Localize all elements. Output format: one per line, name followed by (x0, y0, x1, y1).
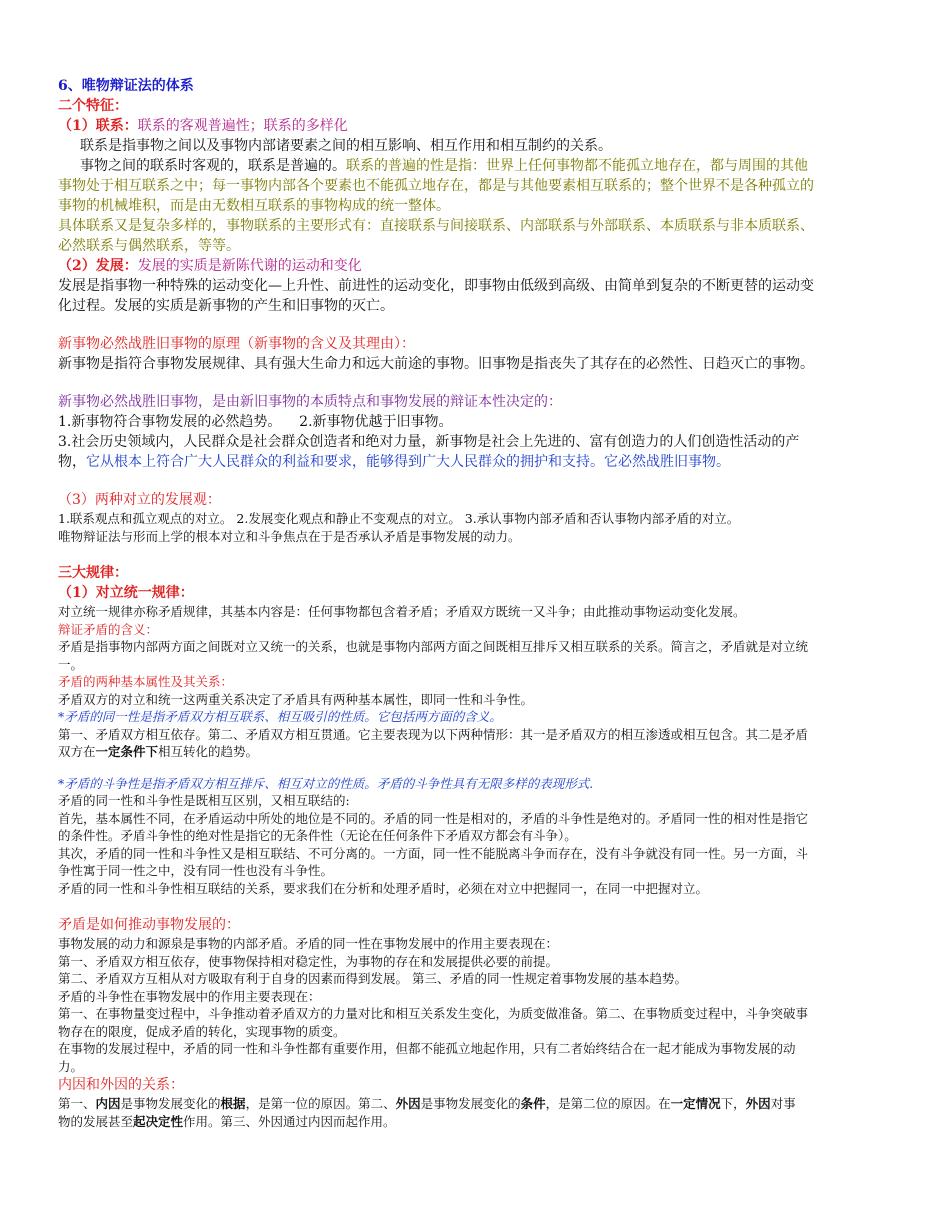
connection-universal-b: 联系的普遍的性是指：世界上任何事物都不能孤立地存在，都与周围的其他 (346, 158, 808, 174)
connection-label-tail: 联系的客观普遍性；联系的多样化 (137, 118, 348, 134)
drive-f: 物存在的限度，促成矛盾的转化，实现事物的质变。 (58, 1023, 346, 1039)
two-features-heading: 二个特征： (58, 98, 128, 114)
unity-intro: 对立统一规律亦称矛盾规律，其基本内容是：任何事物都包含着矛盾；矛盾双方既统一又斗争；由此推动事物运动变化发展。 (58, 604, 746, 619)
connection-label: （1）联系： (58, 118, 138, 134)
drive-e: 第一、在事物量变过程中，斗争推动着矛盾双方的力量对比和相互关系发生变化，为质变做准备。第二、在事物质变过程中，斗争突破事 (58, 1006, 809, 1021)
relation-a: 矛盾的同一性和斗争性是既相互区别，又相互联结的: (58, 793, 350, 808)
document-page (58, 76, 896, 1130)
relation-e: 争性寓于同一性之中，没有同一性也没有斗争性。 (58, 863, 334, 878)
cause-s6: 外因 (395, 1096, 421, 1111)
cause-s13: 对事 (770, 1096, 796, 1111)
two-views-line-b: 唯物辩证法与形而上学的根本对立和斗争焦点在于是否承认矛盾是事物发展的动力。 (58, 528, 521, 544)
connection-universal-c: 事物处于相互联系之中；每一事物内部各个要素也不能孤立地存在，都是与其他要素相互联系的；整个世界不是各种孤立的 (58, 178, 814, 194)
unity-law-label: （1）对立统一规律： (58, 585, 194, 601)
reason-1: 1.新事物符合事物发展的必然趋势。 (58, 414, 282, 430)
development-label-tail: 发展的实质是新陈代谢的运动和变化 (137, 258, 362, 274)
development-line-b: 化过程。发展的实质是新事物的产生和旧事物的灭亡。 (58, 298, 394, 314)
unity-attrs-a: 矛盾双方的对立和统一这两重关系决定了矛盾具有两种基本属性，即同一性和斗争性。 (58, 691, 534, 707)
cause-s11: 下， (720, 1096, 746, 1111)
identity-b2: 一定条件下 (95, 744, 159, 759)
drive-heading: 矛盾是如何推动事物发展的： (58, 917, 240, 933)
new-things-reasons-1-2 (58, 412, 896, 432)
cause-s7: 是事物发展变化的 (420, 1096, 521, 1111)
unity-attrs-heading: 矛盾的两种基本属性及其关系： (58, 674, 234, 689)
drive-h: 力。 (58, 1058, 84, 1074)
relation-f: 矛盾的同一性和斗争性相互联结的关系，要求我们在分析和处理矛盾时，必须在对立中把握同一，在同一中把握对立。 (58, 880, 709, 896)
identity-b3: 相互转化的趋势。 (158, 744, 259, 759)
cause-t2: 起决定性 (133, 1113, 184, 1129)
cause-s4: 根据 (220, 1096, 246, 1111)
unity-meaning-heading: 辩证矛盾的含义： (58, 621, 159, 637)
drive-c: 第二、矛盾双方互相从对方吸取有利于自身的因素而得到发展。 第三、矛盾的同一性规定着事物发展的基本趋势。 (58, 971, 687, 986)
cause-s10: 一定情况 (670, 1096, 721, 1111)
cause-line-a (58, 1095, 896, 1113)
cause-t3: 作用。第三、外因通过内因而起作用。 (183, 1113, 396, 1129)
identity-b1: 双方在 (58, 744, 96, 759)
relation-b: 首先，基本属性不同，在矛盾运动中所处的地位是不同的。矛盾的同一性是相对的，矛盾的斗争性是绝对的。矛盾同一性的相对性是指它 (58, 810, 809, 826)
new-things-reason-heading: 新事物必然战胜旧事物，是由新旧事物的本质特点和事物发展的辩证本性决定的： (58, 394, 562, 410)
identity-definition: *矛盾的同一性是指矛盾双方相互联系、相互吸引的性质。它包括两方面的含义。 (58, 709, 502, 724)
unity-meaning-a: 矛盾是指事物内部两方面之间既对立又统一的关系，也就是事物内部两方面之间既相互排斥又相互联系的关系。简言之，矛盾就是对立统 (58, 639, 809, 654)
cause-line-b (58, 1113, 896, 1131)
relation-d: 其次，矛盾的同一性和斗争性又是相互联结、不可分离的。一方面，同一性不能脱离斗争而存在，没有斗争就没有同一性。另一方面，斗 (58, 845, 809, 861)
identity-line-a: 第一、矛盾双方相互依存。第二、矛盾双方相互贯通。它主要表现为以下两种情形：其一是矛盾双方的相互渗透或相互包含。其二是矛盾 (58, 726, 809, 742)
development-line-a: 发展是指事物一种特殊的运动变化—上升性、前进性的运动变化，即事物由低级到高级、由简单到复杂的不断更替的运动变 (58, 278, 814, 294)
connection-definition: 联系是指事物之间以及事物内部诸要素之间的相互影响、相互作用和相互制约的关系。 (80, 138, 612, 154)
cause-s1: 第一、 (58, 1096, 96, 1111)
reason-3-line-b (58, 452, 896, 472)
drive-a: 事物发展的动力和源泉是事物的内部矛盾。矛盾的同一性在事物发展中的作用主要表现在： (58, 936, 559, 951)
cause-s3: 是事物发展变化的 (120, 1096, 221, 1111)
cause-s12: 外因 (745, 1096, 771, 1111)
cause-s9: ，是第二位的原因。在 (545, 1096, 671, 1111)
cause-s2: 内因 (95, 1096, 121, 1111)
two-views-heading: （3）两种对立的发展观： (58, 492, 221, 508)
development-label: （2）发展： (58, 258, 138, 274)
connection-diversity-a: 具体联系又是复杂多样的，事物联系的主要形式有：直接联系与间接联系、内部联系与外部联系、本质联系与非本质联系、 (58, 218, 814, 234)
identity-line-b (58, 743, 896, 761)
struggle-definition: *矛盾的斗争性是指矛盾双方相互排斥、相互对立的性质。矛盾的斗争性具有无限多样的表现形式. (58, 775, 594, 791)
three-laws-heading: 三大规律： (58, 565, 128, 581)
reason-3b: 物， (58, 454, 86, 470)
connection-heading (58, 116, 896, 136)
cause-s8: 条件 (520, 1096, 546, 1111)
relation-c: 的条件性。矛盾斗争性的绝对性是指它的无条件性（无论在任何条件下矛盾双方都会有斗争）。 (58, 828, 577, 843)
drive-g: 在事物的发展过程中，矛盾的同一性和斗争性都有重要作用，但都不能孤立地起作用，只有二者始终结合在一起才能成为事物发展的动 (58, 1041, 796, 1056)
connection-universal-d: 事物的机械堆积，而是由无数相互联系的事物构成的统一整体。 (58, 198, 450, 214)
reason-2: 2.新事物优越于旧事物。 (299, 414, 453, 430)
reason-3a: 3.社会历史领域内，人民群众是社会群众创造者和绝对力量，新事物是社会上先进的、富有创造力的人们创造性活动的产 (58, 434, 800, 450)
drive-d: 矛盾的斗争性在事物发展中的作用主要表现在： (58, 988, 321, 1004)
connection-diversity-b: 必然联系与偶然联系，等等。 (58, 238, 240, 254)
section-title: 6、唯物辩证法的体系 (58, 78, 194, 94)
new-things-meaning: 新事物是指符合事物发展规律、具有强大生命力和远大前途的事物。旧事物是指丧失了其存在的必然性、日趋灭亡的事物。 (58, 356, 814, 372)
connection-universal-a: 事物之间的联系时客观的，联系是普遍的。 (80, 158, 346, 174)
reason-3c: 它从根本上符合广大人民群众的利益和要求，能够得到广大人民群众的拥护和支持。它必然战胜旧事物。 (86, 454, 730, 470)
development-heading (58, 256, 896, 276)
cause-s5: ，是第一位的原因。第二、 (245, 1096, 396, 1111)
two-views-line-a: 1.联系观点和孤立观点的对立。 2.发展变化观点和静止不变观点的对立。 3.承认事物内部矛盾和否认事物内部矛盾的对立。 (58, 511, 740, 526)
new-things-heading: 新事物必然战胜旧事物的原理（新事物的含义及其理由）： (58, 336, 415, 352)
cause-heading: 内因和外因的关系： (58, 1077, 184, 1093)
connection-universal-line (58, 156, 896, 176)
drive-b: 第一、矛盾双方相互依存，使事物保持相对稳定性，为事物的存在和发展提供必要的前提。 (58, 953, 559, 969)
unity-meaning-b: 一。 (58, 656, 84, 672)
cause-t1: 物的发展甚至 (58, 1113, 134, 1129)
